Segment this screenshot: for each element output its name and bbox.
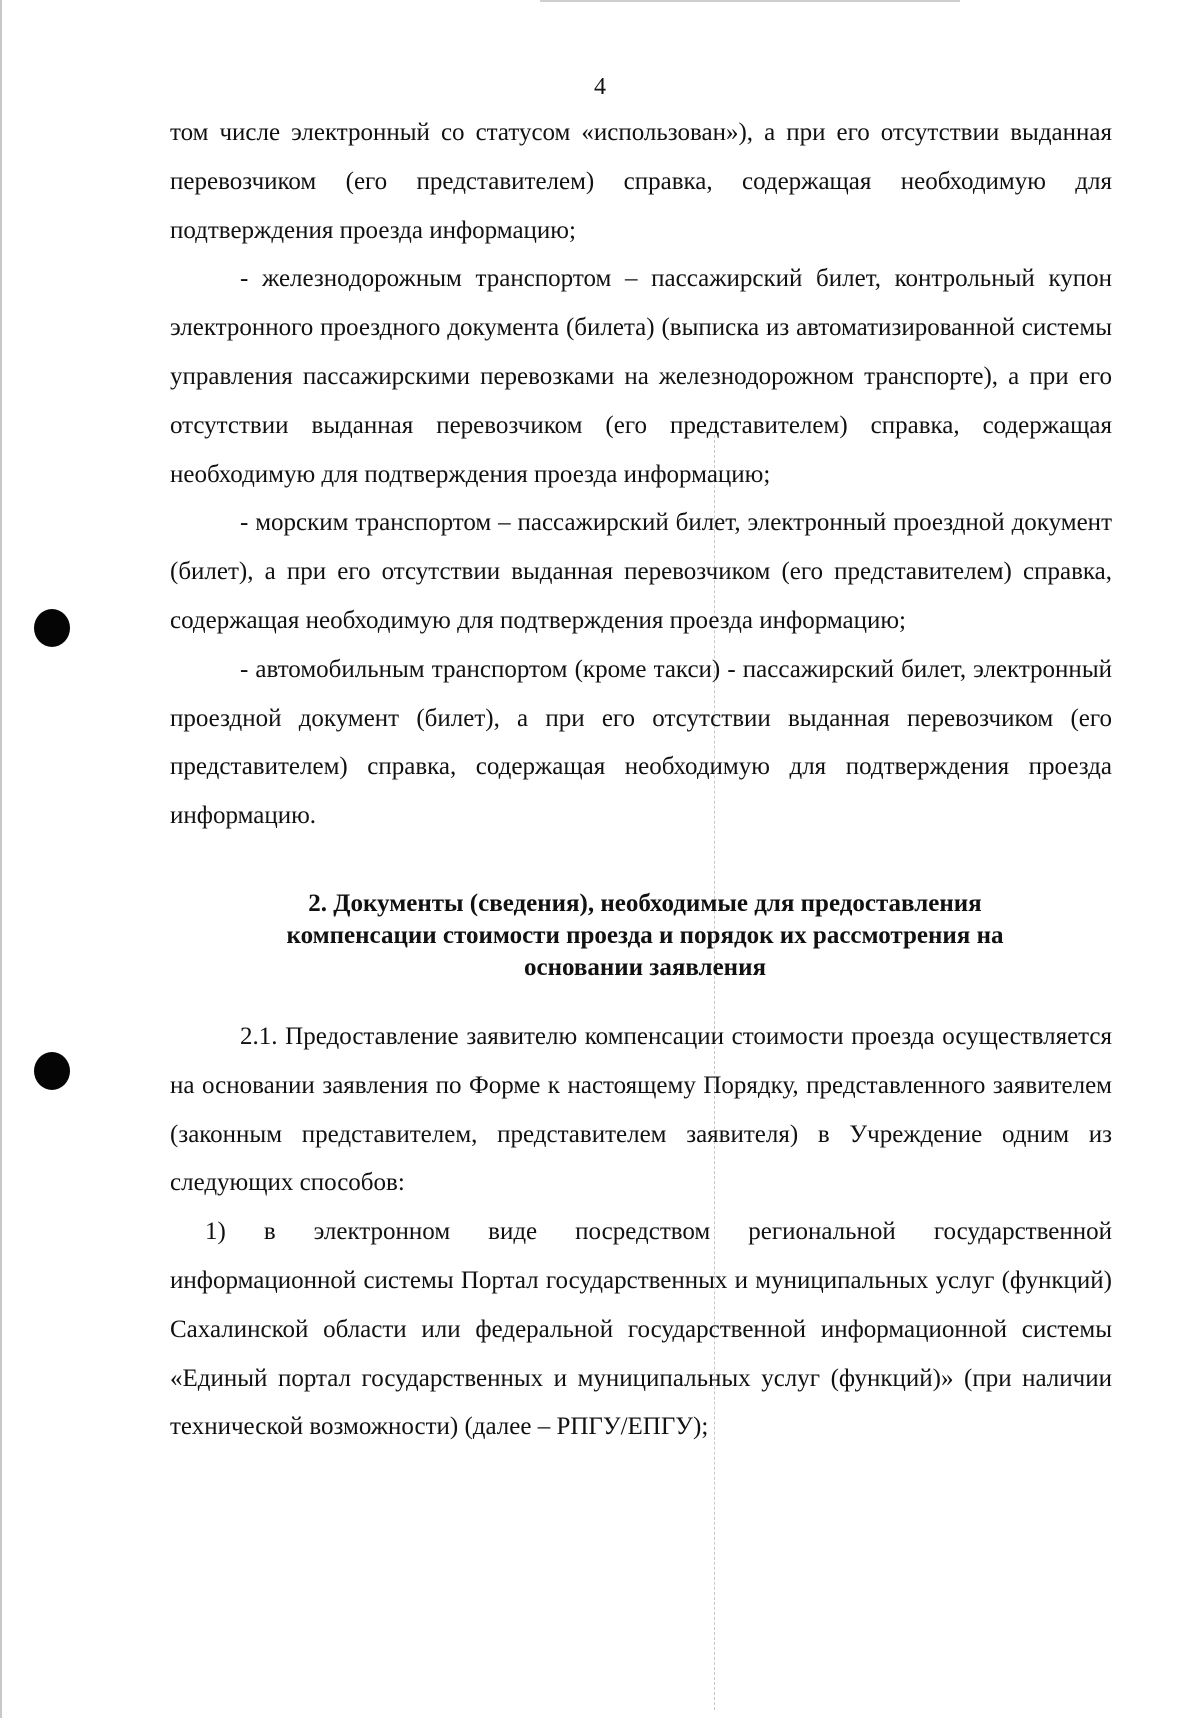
section-2-heading-line-3: основании заявления xyxy=(523,953,767,981)
punch-hole-upper xyxy=(34,609,70,647)
paragraph-railway: - железнодорожным транспортом – пассажирский билет, контрольный купон электронного проездного документа (билета) (выписка из автоматизированной системы управления пассажирскими перевозками на железнодорожном транспорте), а при его отсутствии выданная перевозчиком (его представителем) справка, содержащая необходимую для подтверждения проезда информацию; xyxy=(170,265,1112,488)
section-2-heading-line-1: 2. Документы (сведения), необходимые для предоставления xyxy=(308,889,982,917)
section-2-heading xyxy=(236,888,1054,984)
scan-edge-top xyxy=(540,0,960,2)
list-item-1: 1) в электронном виде посредством региональной государственной информационной системы Портал государственных и муниципальных услуг (функций) Сахалинской области или федеральной государственной информационной системы «Единый портал государственных и муниципальных услуг (функций)» (при наличии технической возможности) (далее – РПГУ/ЕПГУ); xyxy=(170,1218,1112,1441)
paragraph-automobile: - автомобильным транспортом (кроме такси) - пассажирский билет, электронный проездной документ (билет), а при его отсутствии выданная перевозчиком (его представителем) справка, содержащая необходимую для подтверждения проезда информацию. xyxy=(170,655,1112,830)
scan-edge-left xyxy=(0,0,2,1718)
document-body xyxy=(170,109,1112,1452)
paragraph-air-continuation: том числе электронный со статусом «использован»), а при его отсутствии выданная перевозчиком (его представителем) справка, содержащая необходимую для подтверждения проезда информацию; xyxy=(170,119,1112,244)
page-number: 4 xyxy=(594,74,606,100)
punch-hole-lower xyxy=(34,1052,70,1090)
paragraph-sea: - морским транспортом – пассажирский билет, электронный проездной документ (билет), а при его отсутствии выданная перевозчиком (его представителем) справка, содержащая необходимую для подтверждения проезда информацию; xyxy=(170,509,1112,634)
section-2-heading-line-2: компенсации стоимости проезда и порядок их рассмотрения на xyxy=(286,921,1004,949)
paragraph-2-1: 2.1. Предоставление заявителю компенсации стоимости проезда осуществляется на основании заявления по Форме к настоящему Порядку, представленного заявителем (законным представителем, представителем заявителя) в Учреждение одним из следующих способов: xyxy=(170,1022,1112,1197)
